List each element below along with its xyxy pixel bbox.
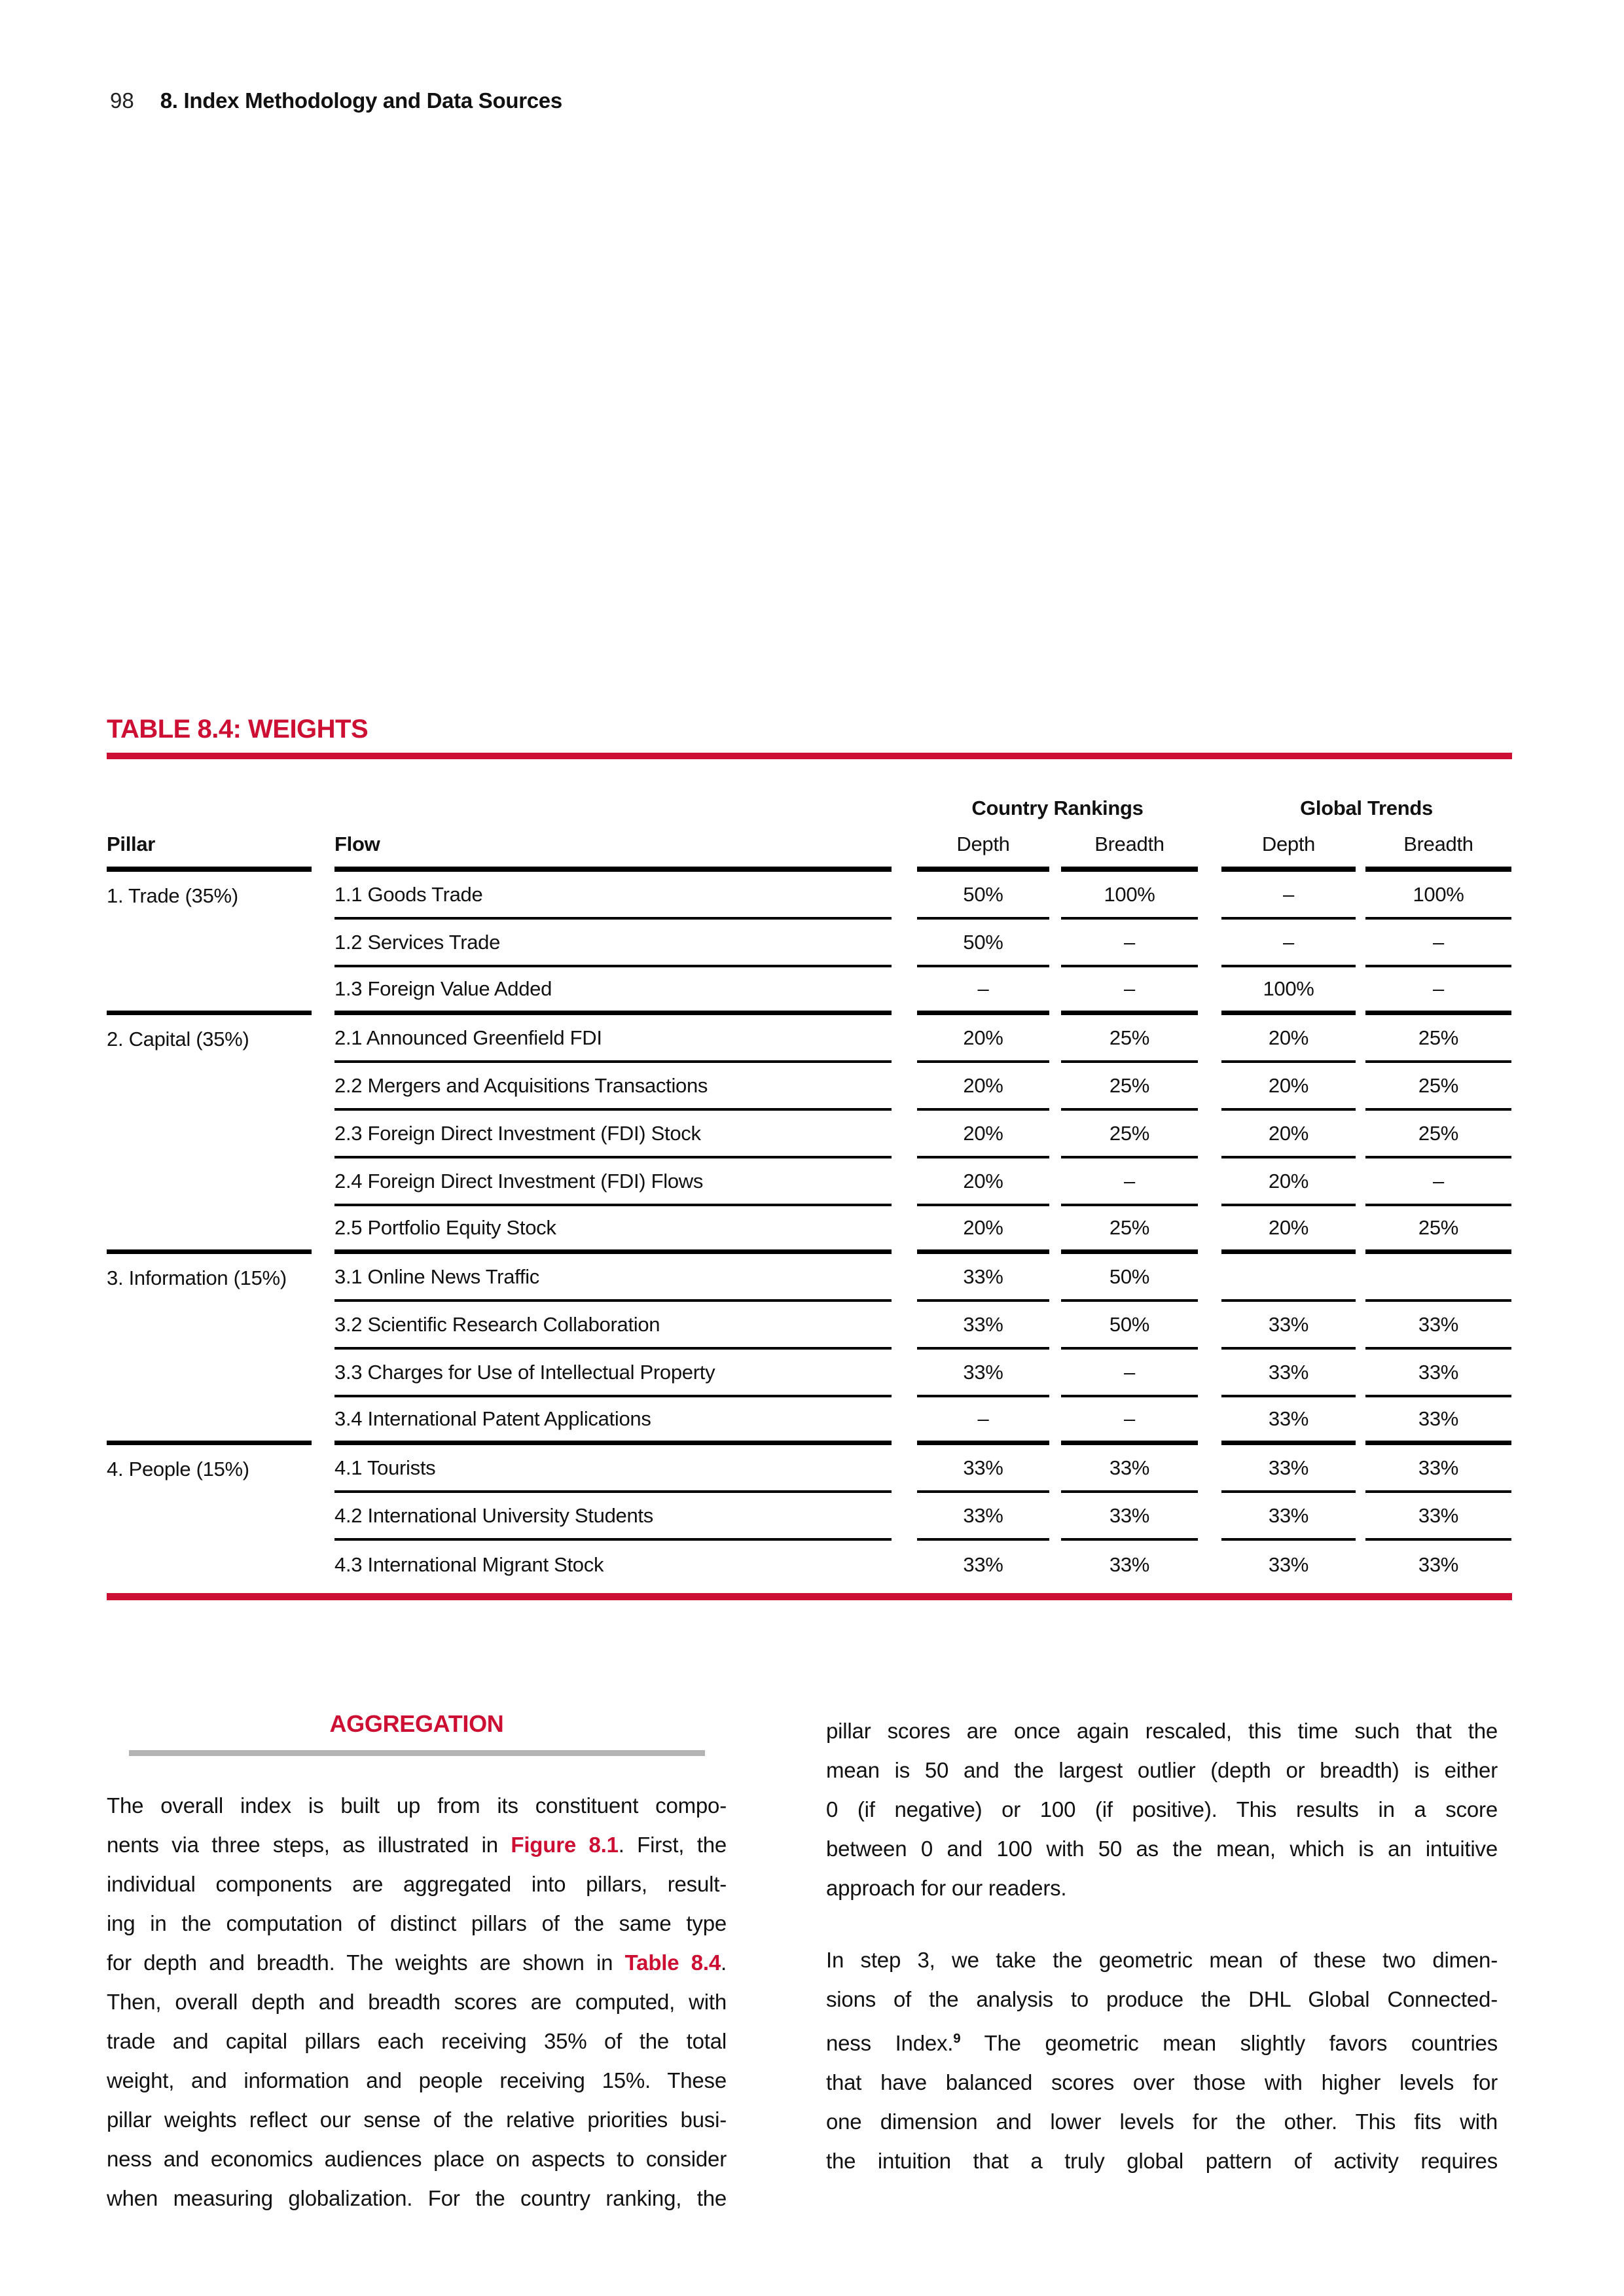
column-gap — [1049, 1111, 1061, 1158]
text-run: the intuition that a truly global pattern of activity requires — [826, 2149, 1498, 2173]
chapter-title: 8. Index Methodology and Data Sources — [160, 88, 562, 113]
table-row — [107, 1015, 1512, 1063]
table-body — [107, 872, 1512, 1588]
column-gap — [1198, 1206, 1221, 1254]
footnote-marker: 9 — [953, 2031, 961, 2046]
text-line — [107, 1865, 727, 1904]
cell-gt-depth: 20% — [1221, 1063, 1356, 1111]
page-number: 98 — [110, 88, 134, 113]
table-column-header-row — [107, 831, 1512, 872]
column-gap — [892, 1302, 917, 1350]
column-gap — [1049, 1350, 1061, 1397]
cell-cr-breadth: 25% — [1061, 1015, 1198, 1063]
text-line — [107, 2100, 727, 2140]
text-run: ness Index. — [826, 2031, 954, 2055]
cell-cr-breadth: 25% — [1061, 1206, 1198, 1254]
group-header-global-trends: Global Trends — [1300, 797, 1433, 819]
col-header-flow: Flow — [334, 831, 892, 872]
column-gap — [1356, 1445, 1365, 1493]
text-run: weight, and information and people receiving 15%. These — [107, 2068, 727, 2092]
column-gap — [1049, 1015, 1061, 1063]
table-row — [107, 1206, 1512, 1254]
cell-gt-breadth: 25% — [1365, 1015, 1511, 1063]
column-gap — [312, 1541, 334, 1588]
text-line — [107, 1943, 727, 1982]
cell-gt-depth: 20% — [1221, 1206, 1356, 1254]
cell-cr-breadth: – — [1061, 1397, 1198, 1445]
column-gap — [312, 967, 334, 1015]
column-gap — [1356, 1254, 1365, 1302]
text-line — [826, 2019, 1498, 2063]
text-run: In step 3, we take the geometric mean of these two dimen- — [826, 1948, 1498, 1972]
text-run: . — [721, 1950, 727, 1975]
text-line — [826, 1941, 1498, 1980]
cell-gt-breadth: 100% — [1365, 872, 1511, 920]
cell-flow: 1.1 Goods Trade — [334, 872, 892, 920]
column-gap — [1356, 872, 1365, 920]
column-gap — [1356, 1350, 1365, 1397]
text-line — [107, 1786, 727, 1825]
cell-cr-depth: 20% — [917, 1158, 1049, 1206]
column-gap — [312, 1063, 334, 1111]
column-gap — [1356, 1015, 1365, 1063]
column-gap — [892, 1541, 917, 1588]
column-gap — [892, 1445, 917, 1493]
text-run: Then, overall depth and breadth scores are computed, with — [107, 1990, 727, 2014]
cell-pillar — [107, 1111, 312, 1158]
column-gap — [312, 1111, 334, 1158]
text-line — [107, 1825, 727, 1865]
cell-pillar — [107, 1541, 312, 1588]
text-line — [826, 2102, 1498, 2142]
text-run: trade and capital pillars each receiving 35% of the total — [107, 2029, 727, 2053]
cell-gt-depth: 100% — [1221, 967, 1356, 1015]
cell-gt-breadth: – — [1365, 967, 1511, 1015]
column-gap — [892, 920, 917, 967]
cell-gt-depth: 20% — [1221, 1111, 1356, 1158]
cell-pillar — [107, 1350, 312, 1397]
table-row — [107, 1350, 1512, 1397]
cell-cr-breadth: 33% — [1061, 1493, 1198, 1541]
column-gap — [1356, 1111, 1365, 1158]
column-gap — [1356, 1302, 1365, 1350]
column-gap — [1049, 967, 1061, 1015]
cell-gt-breadth: 33% — [1418, 1552, 1459, 1576]
column-gap — [1198, 1541, 1221, 1588]
text-line — [826, 2063, 1498, 2102]
text-run: when measuring globalization. For the country ranking, the — [107, 2186, 727, 2210]
text-run: approach for our readers. — [826, 1876, 1067, 1900]
table-row — [107, 1158, 1512, 1206]
column-gap — [892, 1206, 917, 1254]
cell-cr-depth: 20% — [917, 1015, 1049, 1063]
column-gap — [1049, 1206, 1061, 1254]
table-row — [107, 872, 1512, 920]
text-run: ness and economics audiences place on aspects to consider — [107, 2147, 727, 2171]
weights-table — [107, 713, 1512, 1600]
cell-cr-breadth: 33% — [1061, 1445, 1198, 1493]
column-gap — [312, 1206, 334, 1254]
text-run: pillar scores are once again rescaled, this time such that the — [826, 1719, 1498, 1743]
cell-gt-depth: 33% — [1221, 1350, 1356, 1397]
column-gap — [892, 1254, 917, 1302]
cell-flow: 4.2 International University Students — [334, 1493, 892, 1541]
column-gap — [892, 1397, 917, 1445]
column-gap — [1049, 920, 1061, 967]
cell-pillar: 3. Information (15%) — [107, 1266, 287, 1289]
aggregation-right-paragraph-1 — [826, 1712, 1498, 1908]
column-gap — [1198, 1493, 1221, 1541]
cell-flow: 4.3 International Migrant Stock — [334, 1552, 604, 1576]
column-gap — [892, 872, 917, 920]
cell-flow: 3.1 Online News Traffic — [334, 1254, 892, 1302]
cell-flow: 2.4 Foreign Direct Investment (FDI) Flows — [334, 1158, 892, 1206]
column-gap — [312, 872, 334, 920]
aggregation-right-column — [826, 1712, 1498, 2181]
text-run: ing in the computation of distinct pillars of the same type — [107, 1911, 727, 1935]
cell-pillar: 1. Trade (35%) — [107, 884, 238, 907]
column-gap — [1198, 1015, 1221, 1063]
cell-gt-depth — [1221, 1254, 1356, 1302]
cross-reference: Figure 8.1 — [511, 1833, 619, 1857]
table-row — [107, 1254, 1512, 1302]
cell-cr-depth: 50% — [917, 872, 1049, 920]
cell-flow: 3.3 Charges for Use of Intellectual Property — [334, 1350, 892, 1397]
column-gap — [1356, 967, 1365, 1015]
cell-cr-depth: 33% — [917, 1493, 1049, 1541]
column-gap — [892, 1493, 917, 1541]
cell-gt-depth: – — [1221, 872, 1356, 920]
column-gap — [1356, 920, 1365, 967]
table-row — [107, 1397, 1512, 1445]
aggregation-right-paragraph-2 — [826, 1941, 1498, 2181]
column-gap — [1049, 1063, 1061, 1111]
column-gap — [892, 1350, 917, 1397]
cell-cr-breadth: – — [1061, 920, 1198, 967]
cell-pillar — [107, 967, 312, 1015]
text-run: between 0 and 100 with 50 as the mean, which is an intuitive — [826, 1837, 1498, 1861]
column-gap — [312, 1254, 334, 1302]
cell-pillar — [107, 1397, 312, 1445]
cell-cr-breadth: – — [1061, 1350, 1198, 1397]
column-gap — [1198, 967, 1221, 1015]
table-row — [107, 1541, 1512, 1588]
cell-pillar — [107, 1206, 312, 1254]
column-gap — [312, 1302, 334, 1350]
table-bottom-rule — [107, 1593, 1512, 1600]
cell-flow: 1.2 Services Trade — [334, 920, 892, 967]
column-gap — [312, 1015, 334, 1063]
cell-gt-breadth: 33% — [1365, 1350, 1511, 1397]
cell-flow: 2.1 Announced Greenfield FDI — [334, 1015, 892, 1063]
column-gap — [1356, 1063, 1365, 1111]
cell-gt-breadth: 33% — [1365, 1493, 1511, 1541]
cell-pillar — [107, 920, 312, 967]
cell-gt-breadth — [1365, 1254, 1511, 1302]
cell-gt-breadth: 33% — [1365, 1397, 1511, 1445]
column-gap — [1049, 1541, 1061, 1588]
table-top-rule — [107, 753, 1512, 759]
cell-flow: 4.1 Tourists — [334, 1445, 892, 1493]
text-line — [107, 1904, 727, 1943]
text-run: sions of the analysis to produce the DHL Global Connected- — [826, 1987, 1498, 2011]
cell-flow: 1.3 Foreign Value Added — [334, 967, 892, 1015]
text-run: 0 (if negative) or 100 (if positive). This results in a score — [826, 1797, 1498, 1821]
text-run: for depth and breadth. The weights are shown in — [107, 1950, 625, 1975]
text-run: . First, the — [618, 1833, 727, 1857]
cell-cr-breadth: 50% — [1061, 1302, 1198, 1350]
text-run: that have balanced scores over those with higher levels for — [826, 2070, 1498, 2094]
column-gap — [312, 1350, 334, 1397]
column-gap — [1198, 1445, 1221, 1493]
column-gap — [1356, 1158, 1365, 1206]
cell-gt-breadth: – — [1365, 1158, 1511, 1206]
cell-pillar — [107, 1158, 312, 1206]
column-gap — [892, 1158, 917, 1206]
text-line — [826, 1829, 1498, 1869]
cell-cr-depth: 33% — [917, 1350, 1049, 1397]
cell-cr-breadth: – — [1061, 967, 1198, 1015]
cell-pillar — [107, 1302, 312, 1350]
col-header-cr-breadth: Breadth — [1061, 831, 1198, 872]
group-header-country-rankings: Country Rankings — [971, 797, 1144, 819]
col-header-cr-depth: Depth — [917, 831, 1049, 872]
cell-gt-depth: 33% — [1221, 1493, 1356, 1541]
table-row — [107, 967, 1512, 1015]
cell-gt-depth: – — [1221, 920, 1356, 967]
cell-cr-depth: 20% — [917, 1111, 1049, 1158]
cell-gt-depth: 33% — [1221, 1302, 1356, 1350]
cell-gt-breadth: 25% — [1365, 1111, 1511, 1158]
cell-cr-breadth: 25% — [1061, 1111, 1198, 1158]
table-group-header-row — [107, 785, 1512, 831]
text-line — [107, 2140, 727, 2179]
table-row — [107, 1063, 1512, 1111]
column-gap — [312, 1397, 334, 1445]
col-header-pillar: Pillar — [107, 831, 312, 872]
column-gap — [312, 1445, 334, 1493]
column-gap — [1198, 1063, 1221, 1111]
column-gap — [892, 1111, 917, 1158]
text-run: one dimension and lower levels for the other. This fits with — [826, 2109, 1498, 2134]
text-line — [107, 2022, 727, 2061]
text-line — [826, 1751, 1498, 1790]
cell-cr-depth: 33% — [917, 1445, 1049, 1493]
table-row — [107, 920, 1512, 967]
column-gap — [1198, 872, 1221, 920]
cell-cr-depth: 50% — [917, 920, 1049, 967]
text-line — [826, 2142, 1498, 2181]
aggregation-heading-rule — [129, 1750, 705, 1756]
column-gap — [312, 1158, 334, 1206]
cell-cr-depth: 33% — [917, 1254, 1049, 1302]
text-run: nents via three steps, as illustrated in — [107, 1833, 511, 1857]
column-gap — [892, 1015, 917, 1063]
text-run: The geometric mean slightly favors countries — [960, 2031, 1498, 2055]
cell-cr-breadth: 50% — [1061, 1254, 1198, 1302]
cell-cr-breadth: 25% — [1061, 1063, 1198, 1111]
col-header-gt-breadth: Breadth — [1365, 831, 1511, 872]
text-line — [826, 1980, 1498, 2019]
cell-gt-breadth: – — [1365, 920, 1511, 967]
cell-pillar — [107, 1493, 312, 1541]
col-header-gt-depth: Depth — [1221, 831, 1356, 872]
column-gap — [1049, 872, 1061, 920]
cell-gt-breadth: 33% — [1365, 1445, 1511, 1493]
text-run: mean is 50 and the largest outlier (depth or breadth) is either — [826, 1758, 1498, 1782]
cell-pillar: 4. People (15%) — [107, 1457, 249, 1480]
cell-cr-depth: – — [917, 967, 1049, 1015]
aggregation-left-column — [107, 1710, 727, 2218]
cell-flow: 2.5 Portfolio Equity Stock — [334, 1206, 892, 1254]
column-gap — [1198, 920, 1221, 967]
aggregation-heading: AGGREGATION — [329, 1710, 504, 1737]
cell-pillar: 2. Capital (35%) — [107, 1027, 249, 1050]
cell-gt-depth: 33% — [1221, 1397, 1356, 1445]
table-row — [107, 1445, 1512, 1493]
column-gap — [1049, 1158, 1061, 1206]
column-gap — [1198, 1302, 1221, 1350]
cross-reference: Table 8.4 — [624, 1950, 721, 1975]
cell-cr-depth: 33% — [917, 1302, 1049, 1350]
text-line — [826, 1869, 1498, 1908]
text-run: pillar weights reflect our sense of the relative priorities busi- — [107, 2108, 727, 2132]
text-line — [107, 2061, 727, 2100]
cell-gt-depth: 33% — [1221, 1445, 1356, 1493]
column-gap — [892, 967, 917, 1015]
cell-flow: 3.2 Scientific Research Collaboration — [334, 1302, 892, 1350]
column-gap — [1198, 1397, 1221, 1445]
column-gap — [1356, 1206, 1365, 1254]
column-gap — [1198, 1254, 1221, 1302]
aggregation-left-paragraph — [107, 1786, 727, 2218]
cell-gt-breadth: 25% — [1365, 1063, 1511, 1111]
column-gap — [1049, 1397, 1061, 1445]
text-line — [107, 1982, 727, 2022]
column-gap — [1198, 1158, 1221, 1206]
column-gap — [1198, 1111, 1221, 1158]
cell-cr-depth: 33% — [963, 1552, 1003, 1576]
cell-gt-depth: 20% — [1221, 1158, 1356, 1206]
column-gap — [1198, 1350, 1221, 1397]
table-row — [107, 1493, 1512, 1541]
cell-cr-breadth: 100% — [1061, 872, 1198, 920]
cell-gt-breadth: 25% — [1365, 1206, 1511, 1254]
column-gap — [1356, 1493, 1365, 1541]
table-row — [107, 1111, 1512, 1158]
table-row — [107, 1302, 1512, 1350]
cell-pillar — [107, 1063, 312, 1111]
text-run: The overall index is built up from its constituent compo- — [107, 1793, 727, 1818]
cell-cr-breadth: 33% — [1109, 1552, 1150, 1576]
cell-gt-breadth: 33% — [1365, 1302, 1511, 1350]
column-gap — [1049, 1445, 1061, 1493]
cell-flow: 2.2 Mergers and Acquisitions Transactions — [334, 1063, 892, 1111]
column-gap — [1356, 1397, 1365, 1445]
text-line — [826, 1790, 1498, 1829]
column-gap — [1356, 1541, 1365, 1588]
cell-cr-depth: 20% — [917, 1063, 1049, 1111]
text-line — [107, 2179, 727, 2218]
cell-gt-depth: 33% — [1268, 1552, 1309, 1576]
column-gap — [1049, 1302, 1061, 1350]
column-gap — [312, 1493, 334, 1541]
cell-cr-depth: 20% — [917, 1206, 1049, 1254]
cell-cr-depth: – — [917, 1397, 1049, 1445]
column-gap — [312, 920, 334, 967]
column-gap — [892, 1063, 917, 1111]
cell-cr-breadth: – — [1061, 1158, 1198, 1206]
cell-gt-depth: 20% — [1221, 1015, 1356, 1063]
column-gap — [1049, 1493, 1061, 1541]
text-line — [826, 1712, 1498, 1751]
table-title: TABLE 8.4: WEIGHTS — [107, 715, 369, 744]
text-run: individual components are aggregated into pillars, result- — [107, 1872, 727, 1896]
running-head — [110, 89, 562, 113]
column-gap — [1049, 1254, 1061, 1302]
cell-flow: 3.4 International Patent Applications — [334, 1397, 892, 1445]
cell-flow: 2.3 Foreign Direct Investment (FDI) Stock — [334, 1111, 892, 1158]
